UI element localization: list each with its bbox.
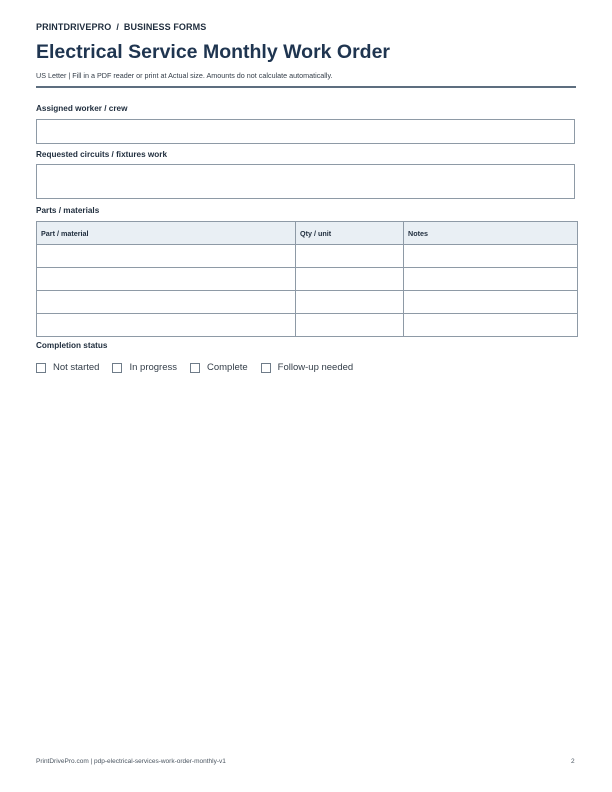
status-option-in-progress[interactable]: [112, 362, 177, 373]
notes-cell[interactable]: [404, 291, 578, 314]
in-progress-checkbox[interactable]: [112, 363, 122, 373]
assigned-worker-field[interactable]: [36, 119, 575, 144]
status-option-follow-up[interactable]: [261, 362, 354, 373]
table-row: [37, 268, 578, 291]
part-cell[interactable]: [37, 268, 296, 291]
column-header-part: Part / material: [37, 222, 296, 245]
completion-status-label: Completion status: [36, 341, 108, 350]
notes-cell[interactable]: [404, 268, 578, 291]
status-option-complete[interactable]: [190, 362, 248, 373]
breadcrumb-section: BUSINESS FORMS: [123, 22, 207, 32]
complete-checkbox[interactable]: [190, 363, 200, 373]
completion-status-options: [36, 362, 366, 373]
breadcrumb-separator: /: [116, 22, 119, 32]
complete-label: Complete: [207, 362, 248, 373]
follow-up-label: Follow-up needed: [277, 362, 354, 373]
part-cell[interactable]: [37, 245, 296, 268]
qty-cell[interactable]: [296, 291, 404, 314]
header-divider: [36, 86, 576, 88]
parts-table: [36, 221, 578, 337]
page-subtitle: US Letter | Fill in a PDF reader or print at Actual size. Amounts do not calculate automatically.: [36, 71, 333, 80]
parts-header-row: [37, 222, 578, 245]
table-row: [37, 314, 578, 337]
notes-cell[interactable]: [404, 245, 578, 268]
qty-cell[interactable]: [296, 268, 404, 291]
breadcrumb: [36, 22, 206, 32]
not-started-checkbox[interactable]: [36, 363, 46, 373]
status-option-not-started[interactable]: [36, 362, 99, 373]
breadcrumb-brand: PRINTDRIVEPRO: [36, 22, 112, 32]
in-progress-label: In progress: [129, 362, 177, 373]
page-title: Electrical Service Monthly Work Order: [36, 41, 391, 63]
parts-materials-label: Parts / materials: [36, 206, 100, 215]
assigned-worker-label: Assigned worker / crew: [36, 104, 128, 113]
qty-cell[interactable]: [296, 245, 404, 268]
requested-work-label: Requested circuits / fixtures work: [36, 150, 168, 159]
column-header-notes: Notes: [404, 222, 578, 245]
table-row: [37, 291, 578, 314]
requested-work-field[interactable]: [36, 164, 575, 199]
footer-text: PrintDrivePro.com | pdp-electrical-services-work-order-monthly-v1: [36, 758, 226, 765]
qty-cell[interactable]: [296, 314, 404, 337]
column-header-qty: Qty / unit: [296, 222, 404, 245]
part-cell[interactable]: [37, 291, 296, 314]
notes-cell[interactable]: [404, 314, 578, 337]
follow-up-checkbox[interactable]: [261, 363, 271, 373]
not-started-label: Not started: [53, 362, 100, 373]
part-cell[interactable]: [37, 314, 296, 337]
page-number: 2: [571, 758, 575, 765]
table-row: [37, 245, 578, 268]
